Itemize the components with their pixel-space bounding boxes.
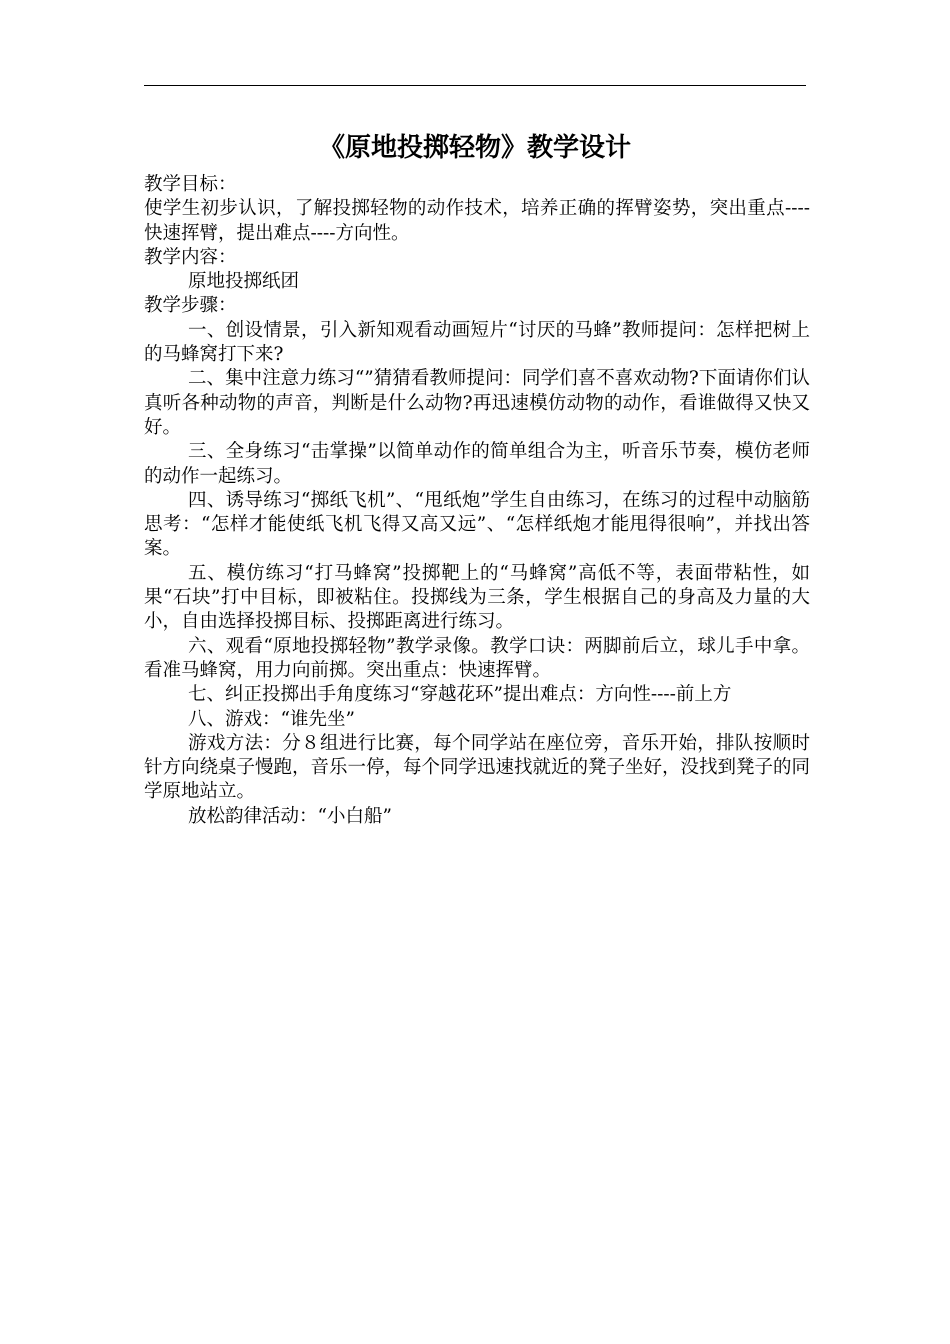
header-rule — [144, 85, 806, 86]
paragraph: 六、观看“原地投掷轻物”教学录像。教学口诀：两脚前后立，球儿手中拿。看准马蜂窝，用力向前掷。突出重点：快速挥臂。 — [144, 635, 810, 681]
document-body — [144, 173, 810, 829]
paragraph: 二、集中注意力练习“”猜猜看教师提问：同学们喜不喜欢动物?下面请你们认真听各种动物的声音，判断是什么动物?再迅速模仿动物的动作，看谁做得又快又好。 — [144, 368, 810, 438]
paragraph: 三、全身练习“击掌操”以简单动作的简单组合为主，听音乐节奏，模仿老师的动作一起练习。 — [144, 441, 810, 487]
paragraph: 七、纠正投掷出手角度练习“穿越花环”提出难点：方向性----前上方 — [188, 684, 732, 706]
paragraph: 使学生初步认识，了解投掷轻物的动作技术，培养正确的挥臂姿势，突出重点----快速挥臂，提出难点----方向性。 — [144, 198, 810, 244]
paragraph: 一、创设情景，引入新知观看动画短片“讨厌的马蜂”教师提问：怎样把树上的马蜂窝打下来? — [144, 319, 810, 366]
paragraph: 放松韵律活动：“小白船” — [188, 805, 392, 827]
paragraph: 游戏方法：分８组进行比赛，每个同学站在座位旁，音乐开始，排队按顺时针方向绕桌子慢跑，音乐一停，每个同学迅速找就近的凳子坐好，没找到凳子的同学原地站立。 — [144, 732, 811, 803]
paragraph: 教学内容： — [144, 246, 237, 268]
paragraph: 四、诱导练习“掷纸飞机”、“甩纸炮”学生自由练习，在练习的过程中动脑筋思考：“怎样才能使纸飞机飞得又高又远”、“怎样纸炮才能甩得很响”，并找出答案。 — [144, 489, 810, 560]
document-title: 《原地投掷轻物》教学设计 — [318, 133, 631, 163]
paragraph: 教学步骤： — [144, 295, 237, 317]
paragraph: 八、游戏：“谁先坐” — [188, 708, 355, 730]
paragraph: 原地投掷纸团 — [188, 271, 300, 293]
paragraph: 教学目标： — [144, 174, 237, 195]
paragraph: 五、模仿练习“打马蜂窝”投掷靶上的“马蜂窝”高低不等，表面带粘性，如果“石块”打中目标，即被粘住。投掷线为三条，学生根据自己的身高及力量的大小，自由选择投掷目标、投掷距离进行练习。 — [144, 562, 810, 633]
